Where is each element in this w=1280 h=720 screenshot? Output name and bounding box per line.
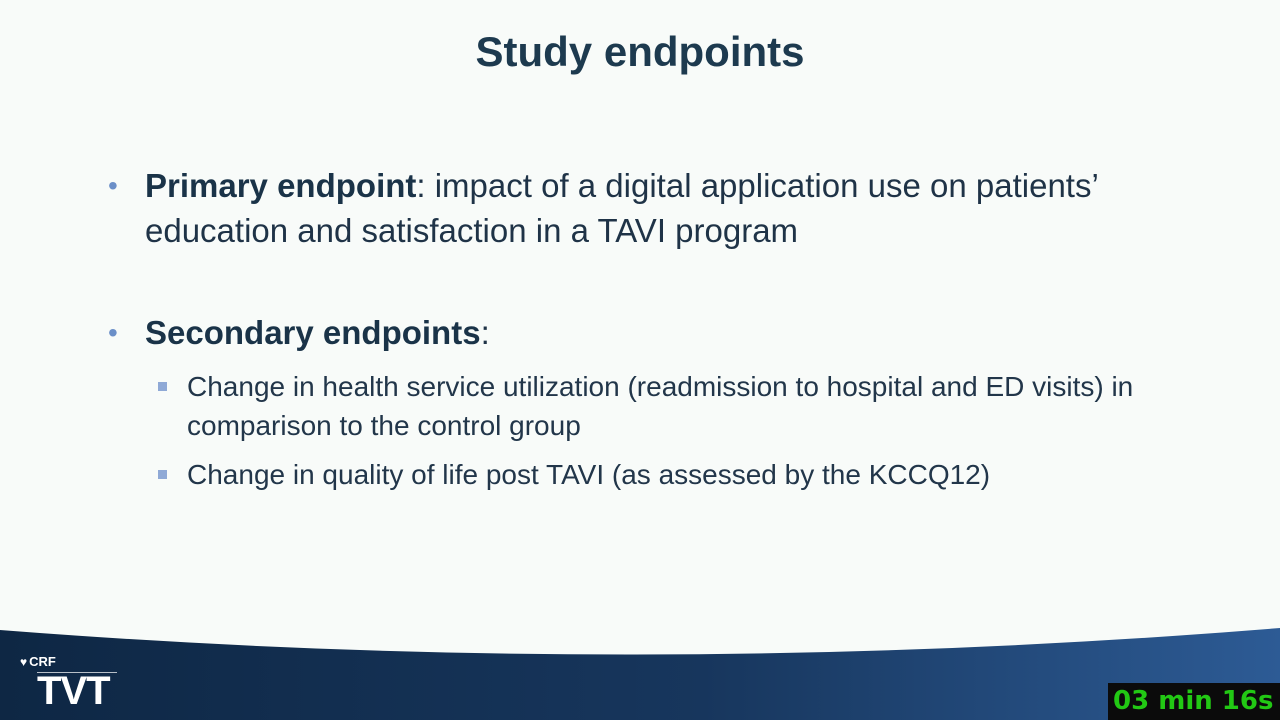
square-bullet-icon (158, 382, 167, 391)
heart-icon: ♥ (20, 655, 28, 669)
countdown-timer: 03 min 16s (1108, 683, 1280, 720)
bullet-label: Secondary endpoints (145, 314, 481, 351)
bullet-secondary-endpoints (108, 310, 1145, 355)
footer-wave-shape (0, 620, 1280, 720)
slide-footer (0, 620, 1280, 720)
crf-tvt-logo (20, 654, 120, 714)
bullet-text: : (480, 314, 490, 351)
bullet-dot-icon: • (108, 170, 118, 201)
sub-bullet-quality-of-life (187, 455, 1177, 494)
sub-bullet-text: Change in quality of life post TAVI (as assessed by the KCCQ12) (187, 459, 991, 490)
logo-tvt-text: TVT (37, 669, 110, 713)
crf-logo (20, 654, 56, 670)
bullet-dot-icon: • (108, 317, 118, 348)
bullet-text: : impact of a digital application use on patients’ education and satisfaction in a TAVI program (145, 167, 1098, 249)
bullet-primary-endpoint (108, 163, 1145, 253)
logo-crf-text: CRF (29, 654, 56, 669)
sub-bullet-text: Change in health service utilization (readmission to hospital and ED visits) in comparison to the control group (187, 371, 1134, 441)
bullet-label: Primary endpoint (145, 167, 417, 204)
square-bullet-icon (158, 470, 167, 479)
sub-bullet-health-utilization (187, 367, 1177, 445)
slide-title: Study endpoints (475, 28, 805, 75)
